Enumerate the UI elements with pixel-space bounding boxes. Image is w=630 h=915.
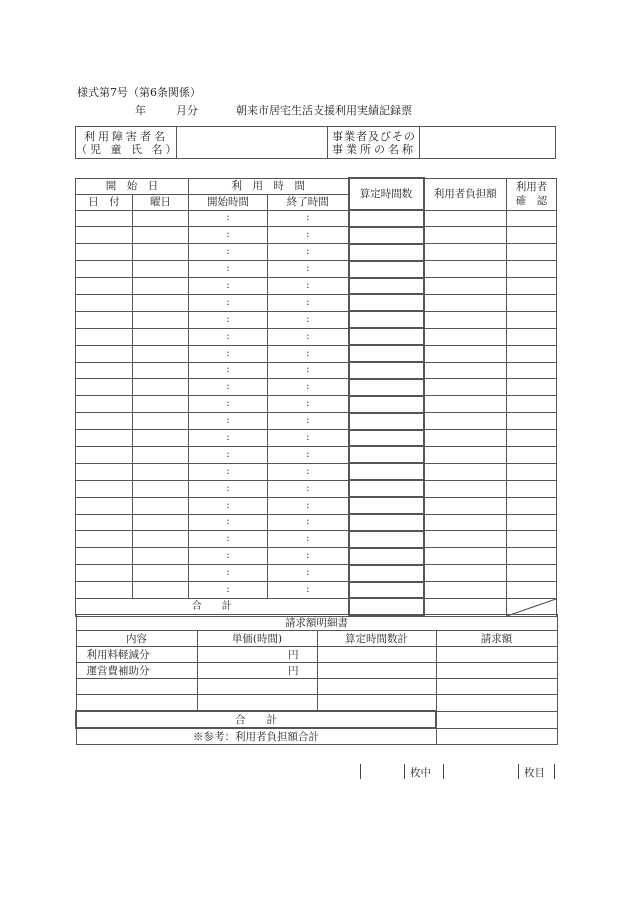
end-time-cell[interactable]: :	[268, 514, 349, 531]
calc-hours-cell[interactable]	[349, 463, 424, 480]
record-row	[76, 514, 557, 531]
year-label: 年	[135, 104, 146, 117]
weekday-cell[interactable]	[133, 328, 189, 345]
user-name-label-line1: 利用障害者名	[84, 129, 168, 143]
billing-row	[76, 679, 557, 695]
start-time-cell[interactable]: :	[189, 261, 268, 278]
end-time-cell[interactable]: :	[268, 210, 349, 227]
record-row	[76, 413, 557, 430]
record-row	[76, 531, 557, 548]
user-confirm-cell[interactable]	[507, 379, 557, 396]
date-cell[interactable]	[76, 497, 133, 514]
billing-total-amount-cell[interactable]	[436, 711, 557, 728]
billing-content-cell: 利用料軽減分	[76, 647, 197, 663]
user-name-label	[76, 127, 180, 159]
end-time-cell[interactable]: :	[268, 261, 349, 278]
date-cell[interactable]	[76, 430, 133, 447]
end-time-cell[interactable]: :	[268, 278, 349, 295]
weekday-cell[interactable]	[133, 565, 189, 582]
billing-reference-amount-cell[interactable]	[436, 728, 557, 745]
date-cell[interactable]	[76, 278, 133, 295]
footer-divider	[518, 764, 519, 779]
billing-row	[76, 663, 557, 679]
weekday-cell[interactable]	[133, 413, 189, 430]
user-burden-cell[interactable]	[424, 227, 507, 244]
user-burden-cell[interactable]	[424, 345, 507, 362]
user-confirm-cell[interactable]	[507, 548, 557, 565]
weekday-cell[interactable]	[133, 497, 189, 514]
user-burden-cell[interactable]	[424, 278, 507, 295]
start-time-cell[interactable]: :	[189, 328, 268, 345]
billing-unit-price-cell[interactable]: 円	[197, 647, 317, 663]
start-time-cell[interactable]: :	[189, 463, 268, 480]
billing-reference-label: ※参考：利用者負担額合計	[76, 728, 436, 745]
provider-label-line1: 事業者及びその	[332, 129, 416, 143]
weekday-cell[interactable]	[133, 396, 189, 413]
footer-divider	[443, 764, 444, 779]
subheader-weekday: 曜日	[133, 194, 189, 210]
end-time-cell[interactable]: :	[268, 311, 349, 328]
record-row	[76, 294, 557, 311]
billing-calc-total-cell[interactable]	[317, 663, 436, 679]
user-burden-cell[interactable]	[424, 446, 507, 463]
weekday-cell[interactable]	[133, 278, 189, 295]
weekday-cell[interactable]	[133, 582, 189, 599]
provider-name-label	[328, 127, 420, 159]
user-burden-cell[interactable]	[424, 261, 507, 278]
record-row	[76, 565, 557, 582]
start-time-cell[interactable]: :	[189, 227, 268, 244]
footer-divider	[554, 764, 555, 779]
user-confirm-cell[interactable]	[507, 210, 557, 227]
billing-amount-cell[interactable]	[436, 647, 557, 663]
calc-hours-cell[interactable]	[349, 294, 424, 311]
start-time-cell[interactable]: :	[189, 244, 268, 261]
end-time-cell[interactable]: :	[268, 497, 349, 514]
record-row	[76, 328, 557, 345]
header-user-burden: 利用者負担額	[424, 178, 507, 210]
user-burden-cell[interactable]	[424, 413, 507, 430]
start-time-cell[interactable]: :	[189, 294, 268, 311]
user-confirm-cell[interactable]	[507, 446, 557, 463]
record-row	[76, 261, 557, 278]
billing-amount-cell[interactable]	[436, 695, 557, 712]
start-time-cell[interactable]: :	[189, 514, 268, 531]
calc-hours-cell[interactable]	[349, 531, 424, 548]
date-cell[interactable]	[76, 227, 133, 244]
user-confirm-cell[interactable]	[507, 278, 557, 295]
date-cell[interactable]	[76, 565, 133, 582]
start-time-cell[interactable]: :	[189, 278, 268, 295]
user-confirm-cell[interactable]	[507, 328, 557, 345]
end-time-cell[interactable]: :	[268, 446, 349, 463]
billing-total-row	[76, 711, 557, 728]
record-row	[76, 548, 557, 565]
calc-hours-cell[interactable]	[349, 514, 424, 531]
footer-divider	[404, 764, 405, 779]
user-confirm-cell[interactable]	[507, 413, 557, 430]
date-cell[interactable]	[76, 413, 133, 430]
record-row	[76, 210, 557, 227]
billing-content-cell	[76, 679, 197, 695]
weekday-cell[interactable]	[133, 379, 189, 396]
start-time-cell[interactable]: :	[189, 430, 268, 447]
user-burden-cell[interactable]	[424, 497, 507, 514]
start-time-cell[interactable]: :	[189, 446, 268, 463]
start-time-cell[interactable]: :	[189, 210, 268, 227]
billing-total-label: 合 計	[76, 711, 436, 728]
calc-hours-cell[interactable]	[349, 582, 424, 599]
title-name: 朝来市居宅生活支援利用実績記録票	[236, 104, 412, 117]
weekday-cell[interactable]	[133, 430, 189, 447]
footer-divider	[360, 764, 361, 779]
end-time-cell[interactable]: :	[268, 396, 349, 413]
user-burden-cell[interactable]	[424, 480, 507, 497]
subheader-date: 日 付	[76, 194, 133, 210]
weekday-cell[interactable]	[133, 244, 189, 261]
date-cell[interactable]	[76, 514, 133, 531]
billing-col-content: 内容	[76, 631, 197, 647]
weekday-cell[interactable]	[133, 345, 189, 362]
form-number: 様式第7号（第6条関係）	[77, 86, 201, 99]
start-time-cell[interactable]: :	[189, 548, 268, 565]
billing-unit-price-cell[interactable]	[197, 679, 317, 695]
billing-col-unit-price: 単価(時間)	[197, 631, 317, 647]
date-cell[interactable]	[76, 244, 133, 261]
user-burden-cell[interactable]	[424, 328, 507, 345]
end-time-cell[interactable]: :	[268, 582, 349, 599]
calc-hours-cell[interactable]	[349, 345, 424, 362]
date-cell[interactable]	[76, 362, 133, 379]
user-name-field[interactable]	[177, 127, 328, 159]
calc-hours-cell[interactable]	[349, 210, 424, 227]
billing-reference-row	[76, 728, 557, 745]
billing-row	[76, 647, 557, 663]
billing-calc-total-cell[interactable]	[317, 679, 436, 695]
billing-content-cell: 運営費補助分	[76, 663, 197, 679]
user-confirm-cell[interactable]	[507, 345, 557, 362]
record-row	[76, 345, 557, 362]
record-row	[76, 582, 557, 599]
record-row	[76, 278, 557, 295]
user-confirm-cell[interactable]	[507, 582, 557, 599]
date-cell[interactable]	[76, 328, 133, 345]
date-cell[interactable]	[76, 531, 133, 548]
calc-hours-cell[interactable]	[349, 430, 424, 447]
weekday-cell[interactable]	[133, 261, 189, 278]
billing-col-amount: 請求額	[436, 631, 557, 647]
user-confirm-cell[interactable]	[507, 396, 557, 413]
record-row	[76, 311, 557, 328]
date-cell[interactable]	[76, 480, 133, 497]
record-row	[76, 480, 557, 497]
user-confirm-cell[interactable]	[507, 480, 557, 497]
record-row	[76, 227, 557, 244]
start-time-cell[interactable]: :	[189, 531, 268, 548]
billing-title: 請求額明細書	[76, 615, 557, 631]
user-confirm-cell[interactable]	[507, 514, 557, 531]
record-row	[76, 379, 557, 396]
calc-hours-cell[interactable]	[349, 446, 424, 463]
start-time-cell[interactable]: :	[189, 379, 268, 396]
end-time-cell[interactable]: :	[268, 531, 349, 548]
billing-unit-price-cell[interactable]	[197, 695, 317, 712]
usage-record-table	[75, 177, 557, 617]
user-confirm-cell[interactable]	[507, 244, 557, 261]
billing-statement-table	[75, 614, 558, 745]
end-time-cell[interactable]: :	[268, 379, 349, 396]
subheader-start-time: 開始時間	[189, 194, 268, 210]
start-time-cell[interactable]: :	[189, 396, 268, 413]
header-user-confirm-line1: 利用者	[515, 181, 548, 193]
calc-hours-cell[interactable]	[349, 328, 424, 345]
billing-content-cell	[76, 695, 197, 712]
date-cell[interactable]	[76, 548, 133, 565]
user-burden-cell[interactable]	[424, 531, 507, 548]
date-cell[interactable]	[76, 396, 133, 413]
weekday-cell[interactable]	[133, 463, 189, 480]
end-time-cell[interactable]: :	[268, 413, 349, 430]
end-time-cell[interactable]: :	[268, 480, 349, 497]
weekday-cell[interactable]	[133, 514, 189, 531]
subheader-end-time: 終了時間	[268, 194, 349, 210]
user-burden-cell[interactable]	[424, 565, 507, 582]
weekday-cell[interactable]	[133, 227, 189, 244]
weekday-cell[interactable]	[133, 548, 189, 565]
user-burden-cell[interactable]	[424, 362, 507, 379]
date-cell[interactable]	[76, 261, 133, 278]
calc-hours-cell[interactable]	[349, 413, 424, 430]
month-label: 月分	[176, 104, 198, 117]
date-cell[interactable]	[76, 582, 133, 599]
provider-name-field[interactable]	[420, 127, 556, 159]
end-time-cell[interactable]: :	[268, 294, 349, 311]
date-cell[interactable]	[76, 446, 133, 463]
total-label: 合 計	[76, 598, 349, 616]
calc-hours-cell[interactable]	[349, 261, 424, 278]
billing-calc-total-cell[interactable]	[317, 647, 436, 663]
weekday-cell[interactable]	[133, 311, 189, 328]
user-burden-cell[interactable]	[424, 294, 507, 311]
billing-amount-cell[interactable]	[436, 679, 557, 695]
calc-hours-cell[interactable]	[349, 311, 424, 328]
user-confirm-cell[interactable]	[507, 497, 557, 514]
date-cell[interactable]	[76, 463, 133, 480]
calc-hours-cell[interactable]	[349, 379, 424, 396]
date-cell[interactable]	[76, 294, 133, 311]
end-time-cell[interactable]: :	[268, 227, 349, 244]
end-time-cell[interactable]: :	[268, 430, 349, 447]
date-cell[interactable]	[76, 345, 133, 362]
user-burden-cell[interactable]	[424, 430, 507, 447]
weekday-cell[interactable]	[133, 531, 189, 548]
record-row	[76, 362, 557, 379]
user-burden-cell[interactable]	[424, 244, 507, 261]
billing-col-calc-total: 算定時間数計	[317, 631, 436, 647]
billing-unit-price-cell[interactable]: 円	[197, 663, 317, 679]
user-burden-cell[interactable]	[424, 379, 507, 396]
weekday-cell[interactable]	[133, 446, 189, 463]
user-burden-cell[interactable]	[424, 311, 507, 328]
document-title	[135, 102, 412, 118]
start-time-cell[interactable]: :	[189, 345, 268, 362]
date-cell[interactable]	[76, 311, 133, 328]
start-time-cell[interactable]: :	[189, 413, 268, 430]
end-time-cell[interactable]: :	[268, 463, 349, 480]
user-burden-cell[interactable]	[424, 514, 507, 531]
user-burden-cell[interactable]	[424, 210, 507, 227]
end-time-cell[interactable]: :	[268, 548, 349, 565]
user-confirm-cell[interactable]	[507, 565, 557, 582]
weekday-cell[interactable]	[133, 210, 189, 227]
date-cell[interactable]	[76, 379, 133, 396]
calc-hours-cell[interactable]	[349, 227, 424, 244]
start-time-cell[interactable]: :	[189, 565, 268, 582]
billing-calc-total-cell[interactable]	[317, 695, 436, 712]
provider-label-line2: 事業所の名称	[332, 142, 416, 156]
user-confirm-cell[interactable]	[507, 430, 557, 447]
user-burden-cell[interactable]	[424, 396, 507, 413]
billing-row	[76, 695, 557, 712]
sheets-total-label: 枚中	[410, 767, 431, 779]
record-row	[76, 463, 557, 480]
user-confirm-cell[interactable]	[507, 311, 557, 328]
end-time-cell[interactable]: :	[268, 362, 349, 379]
end-time-cell[interactable]: :	[268, 328, 349, 345]
start-time-cell[interactable]: :	[189, 480, 268, 497]
calc-hours-cell[interactable]	[349, 480, 424, 497]
user-confirm-cell[interactable]	[507, 531, 557, 548]
user-confirm-cell[interactable]	[507, 227, 557, 244]
start-time-cell[interactable]: :	[189, 362, 268, 379]
calc-hours-cell[interactable]	[349, 396, 424, 413]
billing-amount-cell[interactable]	[436, 663, 557, 679]
calc-hours-cell[interactable]	[349, 497, 424, 514]
user-confirm-cell[interactable]	[507, 294, 557, 311]
date-cell[interactable]	[76, 210, 133, 227]
header-usage-time: 利 用 時 間	[189, 178, 349, 194]
info-table	[75, 126, 556, 159]
weekday-cell[interactable]	[133, 480, 189, 497]
end-time-cell[interactable]: :	[268, 244, 349, 261]
header-user-confirm	[507, 178, 557, 210]
record-row	[76, 430, 557, 447]
end-time-cell[interactable]: :	[268, 345, 349, 362]
user-burden-cell[interactable]	[424, 548, 507, 565]
calc-hours-cell[interactable]	[349, 278, 424, 295]
record-row	[76, 497, 557, 514]
user-burden-cell[interactable]	[424, 463, 507, 480]
header-user-confirm-line2: 確 認	[515, 195, 548, 207]
weekday-cell[interactable]	[133, 362, 189, 379]
header-start-day: 開 始 日	[76, 178, 189, 194]
user-burden-cell[interactable]	[424, 582, 507, 599]
calc-hours-cell[interactable]	[349, 244, 424, 261]
calc-hours-cell[interactable]	[349, 362, 424, 379]
start-time-cell[interactable]: :	[189, 582, 268, 599]
user-confirm-cell[interactable]	[507, 362, 557, 379]
record-row	[76, 244, 557, 261]
end-time-cell[interactable]: :	[268, 565, 349, 582]
record-row	[76, 396, 557, 413]
calc-hours-cell[interactable]	[349, 565, 424, 582]
sheet-index-label: 枚目	[524, 767, 545, 779]
start-time-cell[interactable]: :	[189, 497, 268, 514]
user-confirm-cell[interactable]	[507, 261, 557, 278]
start-time-cell[interactable]: :	[189, 311, 268, 328]
header-calc-hours: 算定時間数	[349, 178, 424, 210]
record-row	[76, 446, 557, 463]
user-confirm-cell[interactable]	[507, 463, 557, 480]
weekday-cell[interactable]	[133, 294, 189, 311]
calc-hours-cell[interactable]	[349, 548, 424, 565]
user-name-label-line2: （児 童 氏 名）	[76, 142, 180, 156]
